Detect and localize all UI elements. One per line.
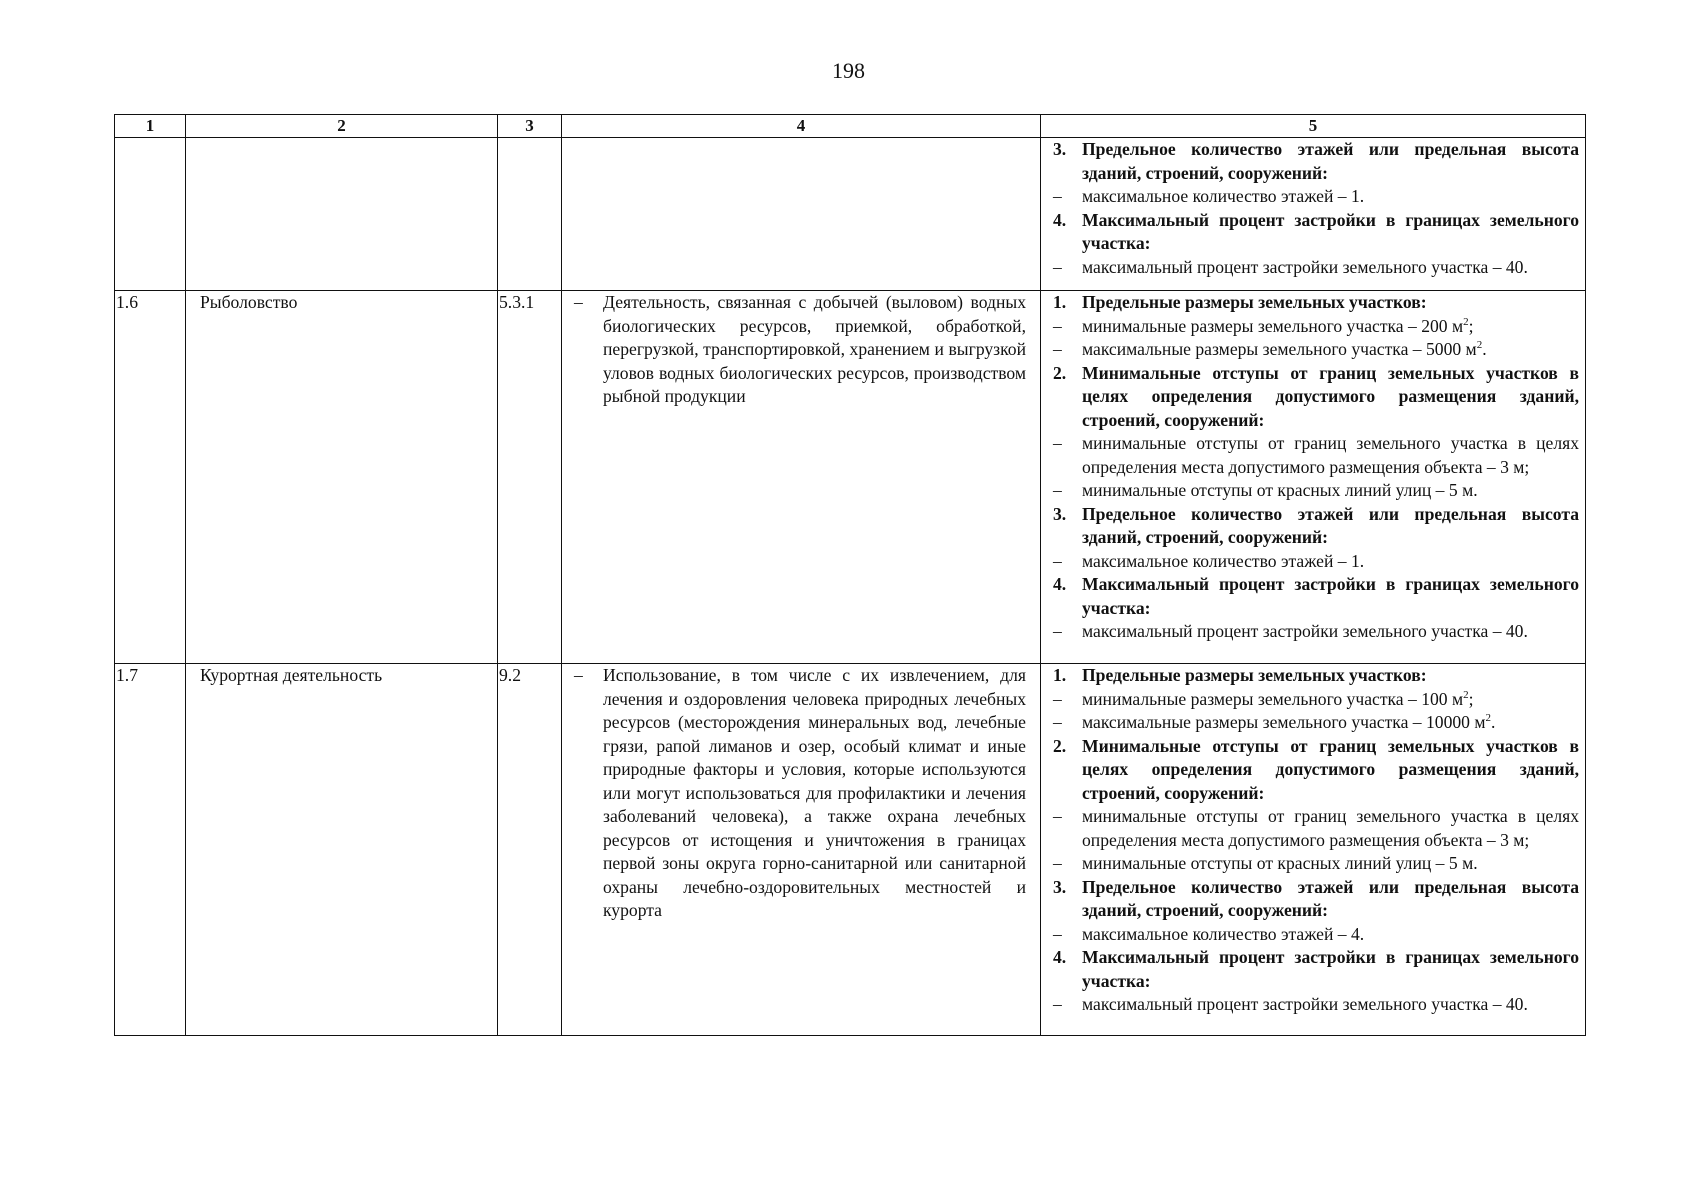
unit-superscript: 2 [1485, 712, 1491, 725]
parameter-text-wrap [1082, 573, 1579, 620]
parameter-text-wrap [1082, 432, 1579, 479]
list-marker: – [1053, 550, 1062, 571]
list-marker: – [1053, 712, 1062, 732]
parameter-text: Минимальные отступы от границ земельных участков в целях определения допустимого размещения зданий, строений, сооружений: [1082, 362, 1579, 430]
parameter-heading [1053, 573, 1579, 620]
parameter-value [1053, 338, 1579, 362]
parameter-text-wrap [1082, 664, 1579, 688]
parameter-heading [1053, 946, 1579, 993]
dash-marker: – [574, 292, 583, 312]
unit-superscript: 2 [1463, 315, 1469, 328]
parameter-value [1053, 711, 1579, 735]
parameter-text: максимальное количество этажей – 1. [1082, 186, 1365, 206]
parameter-heading [1053, 503, 1579, 550]
list-marker: – [1053, 853, 1062, 873]
parameter-text: Предельное количество этажей или предельная высота зданий, строений, сооружений: [1082, 503, 1579, 547]
list-marker: – [1053, 621, 1062, 641]
list-marker: 1. [1053, 292, 1067, 312]
parameter-text-wrap [1082, 291, 1579, 315]
row-number-cell: 1.6 [115, 291, 186, 664]
parameter-text: Максимальный процент застройки в границах земельного участка: [1082, 947, 1579, 991]
page-number: 198 [832, 58, 865, 83]
parameter-text-wrap [1082, 876, 1579, 923]
parameter-text-wrap [1082, 503, 1579, 550]
list-marker: 4. [1053, 574, 1067, 594]
punctuation: . [1491, 712, 1496, 732]
parameter-value [1053, 688, 1579, 712]
unit-superscript: 2 [1476, 339, 1483, 352]
list-marker: 2. [1053, 735, 1067, 756]
table-row [115, 291, 1586, 664]
land-use-code-cell [498, 138, 562, 291]
list-marker: – [1053, 339, 1062, 359]
parameter-text-wrap [1082, 479, 1579, 503]
parameter-value [1053, 315, 1579, 339]
parameter-text: Минимальные отступы от границ земельных участков в целях определения допустимого размещения зданий, строений, сооружений: [1082, 735, 1579, 803]
parameter-heading [1053, 138, 1579, 185]
parameter-text-wrap [1082, 805, 1579, 852]
description-text: Деятельность, связанная с добычей (выловом) водных биологических ресурсов, приемкой, обработкой, перегрузкой, транспортировкой, хранением и выгрузкой уловов водных биологических ресурсов, производством рыбной продукции [603, 292, 1026, 406]
parameter-text: минимальные размеры земельного участка – 200 м [1082, 315, 1464, 336]
parameter-text: Предельное количество этажей или предельная высота зданий, строений, сооружений: [1082, 139, 1579, 183]
parameter-text-wrap [1082, 688, 1579, 712]
parameter-text: максимальный процент застройки земельного участка – 40. [1082, 621, 1528, 641]
table-row [115, 138, 1586, 291]
parameter-heading [1053, 362, 1579, 433]
parameter-text-wrap [1082, 711, 1579, 735]
parameter-text-wrap [1082, 735, 1579, 806]
list-marker: – [1053, 186, 1062, 206]
header-col-5: 5 [1041, 115, 1586, 138]
parameter-text-wrap [1082, 852, 1579, 876]
parameter-heading [1053, 291, 1579, 315]
parameter-text: максимальный процент застройки земельного участка – 40. [1082, 994, 1528, 1014]
land-use-name-cell [186, 138, 498, 291]
parameter-value [1053, 923, 1579, 947]
parameters-cell [1041, 138, 1586, 291]
parameter-text-wrap [1082, 185, 1579, 209]
list-marker: 4. [1053, 947, 1067, 967]
parameter-text: максимальное количество этажей – 4. [1082, 923, 1365, 944]
list-marker: 3. [1053, 503, 1067, 524]
parameter-text: Предельное количество этажей или предельная высота зданий, строений, сооружений: [1082, 876, 1579, 920]
table-row [115, 664, 1586, 1036]
unit-superscript: 2 [1463, 688, 1469, 701]
parameter-heading [1053, 209, 1579, 256]
parameter-value [1053, 993, 1579, 1017]
table-header-row [115, 115, 1586, 138]
parameter-text-wrap [1082, 620, 1579, 644]
list-marker: 4. [1053, 209, 1067, 230]
parameter-text-wrap [1082, 338, 1579, 362]
parameter-heading [1053, 876, 1579, 923]
description-text: Использование, в том числе с их извлечением, для лечения и оздоровления человека природных лечебных ресурсов (месторождения минеральных вод, лечебные грязи, рапой лиманов и озер, особый климат и иные природные факторы и условия, которые используются или могут использоваться для профилактики и лечения заболеваний человека), а также охрана лечебных ресурсов от истощения и уничтожения в границах первой зоны округа горно-санитарной или санитарной охраны лечебно-оздоровительных местностей и курорта [603, 665, 1026, 920]
parameter-text: минимальные отступы от красных линий улиц – 5 м. [1082, 480, 1478, 500]
header-col-2: 2 [186, 115, 498, 138]
description-cell [562, 138, 1041, 291]
parameter-text-wrap [1082, 923, 1579, 947]
land-use-code-cell: 9.2 [498, 664, 562, 1036]
parameter-text-wrap [1082, 550, 1579, 574]
description-cell [562, 291, 1041, 664]
description-cell [562, 664, 1041, 1036]
parameter-value [1053, 432, 1579, 479]
list-marker: – [1053, 688, 1062, 709]
parameter-value [1053, 479, 1579, 503]
list-marker: – [1053, 806, 1062, 826]
parameter-text: минимальные размеры земельного участка – 100 м [1082, 688, 1464, 709]
list-marker: 3. [1053, 876, 1067, 897]
header-col-4: 4 [562, 115, 1041, 138]
parameter-text: Предельные размеры земельных участков: [1082, 665, 1427, 685]
parameter-value [1053, 185, 1579, 209]
description-item [574, 291, 1026, 409]
parameter-value [1053, 852, 1579, 876]
parameter-text-wrap [1082, 315, 1579, 339]
parameter-text: максимальный процент застройки земельного участка – 40. [1082, 256, 1528, 277]
list-marker: – [1053, 923, 1062, 944]
parameter-text-wrap [1082, 946, 1579, 993]
parameters-cell [1041, 664, 1586, 1036]
parameter-text: Предельные размеры земельных участков: [1082, 292, 1427, 312]
list-marker: – [1053, 433, 1062, 453]
parameter-text: максимальное количество этажей – 1. [1082, 550, 1365, 571]
parameter-text-wrap [1082, 209, 1579, 256]
description-item [574, 664, 1026, 923]
parameter-text-wrap [1082, 362, 1579, 433]
list-marker: – [1053, 315, 1062, 336]
land-use-code-cell: 5.3.1 [498, 291, 562, 664]
row-number-cell [115, 138, 186, 291]
parameter-text: максимальные размеры земельного участка – 5000 м [1082, 339, 1477, 359]
dash-marker: – [574, 665, 583, 685]
list-marker: – [1053, 256, 1062, 277]
zoning-table [114, 114, 1586, 1036]
parameter-text: Максимальный процент застройки в границах земельного участка: [1082, 574, 1579, 618]
parameter-text: минимальные отступы от границ земельного участка в целях определения места допустимого размещения объекта – 3 м; [1082, 433, 1579, 477]
header-col-3: 3 [498, 115, 562, 138]
list-marker: – [1053, 480, 1062, 500]
parameter-text: Максимальный процент застройки в границах земельного участка: [1082, 209, 1579, 253]
list-marker: 3. [1053, 139, 1067, 159]
parameter-text-wrap [1082, 993, 1579, 1017]
punctuation: ; [1468, 688, 1474, 709]
header-col-1: 1 [115, 115, 186, 138]
list-marker: 2. [1053, 362, 1067, 383]
punctuation: . [1482, 339, 1487, 359]
parameter-value [1053, 256, 1579, 280]
parameters-cell [1041, 291, 1586, 664]
parameter-heading [1053, 735, 1579, 806]
list-marker: 1. [1053, 665, 1067, 685]
parameter-value [1053, 620, 1579, 644]
list-marker: – [1053, 994, 1062, 1014]
land-use-name-cell: Курортная деятельность [186, 664, 498, 1036]
parameter-text: минимальные отступы от границ земельного участка в целях определения места допустимого размещения объекта – 3 м; [1082, 806, 1579, 850]
parameter-text: максимальные размеры земельного участка – 10000 м [1082, 712, 1486, 732]
parameter-text-wrap [1082, 138, 1579, 185]
parameter-value [1053, 805, 1579, 852]
parameter-heading [1053, 664, 1579, 688]
land-use-name-cell: Рыболовство [186, 291, 498, 664]
row-number-cell: 1.7 [115, 664, 186, 1036]
punctuation: ; [1468, 315, 1474, 336]
parameter-text: минимальные отступы от красных линий улиц – 5 м. [1082, 853, 1478, 873]
parameter-value [1053, 550, 1579, 574]
parameter-text-wrap [1082, 256, 1579, 280]
